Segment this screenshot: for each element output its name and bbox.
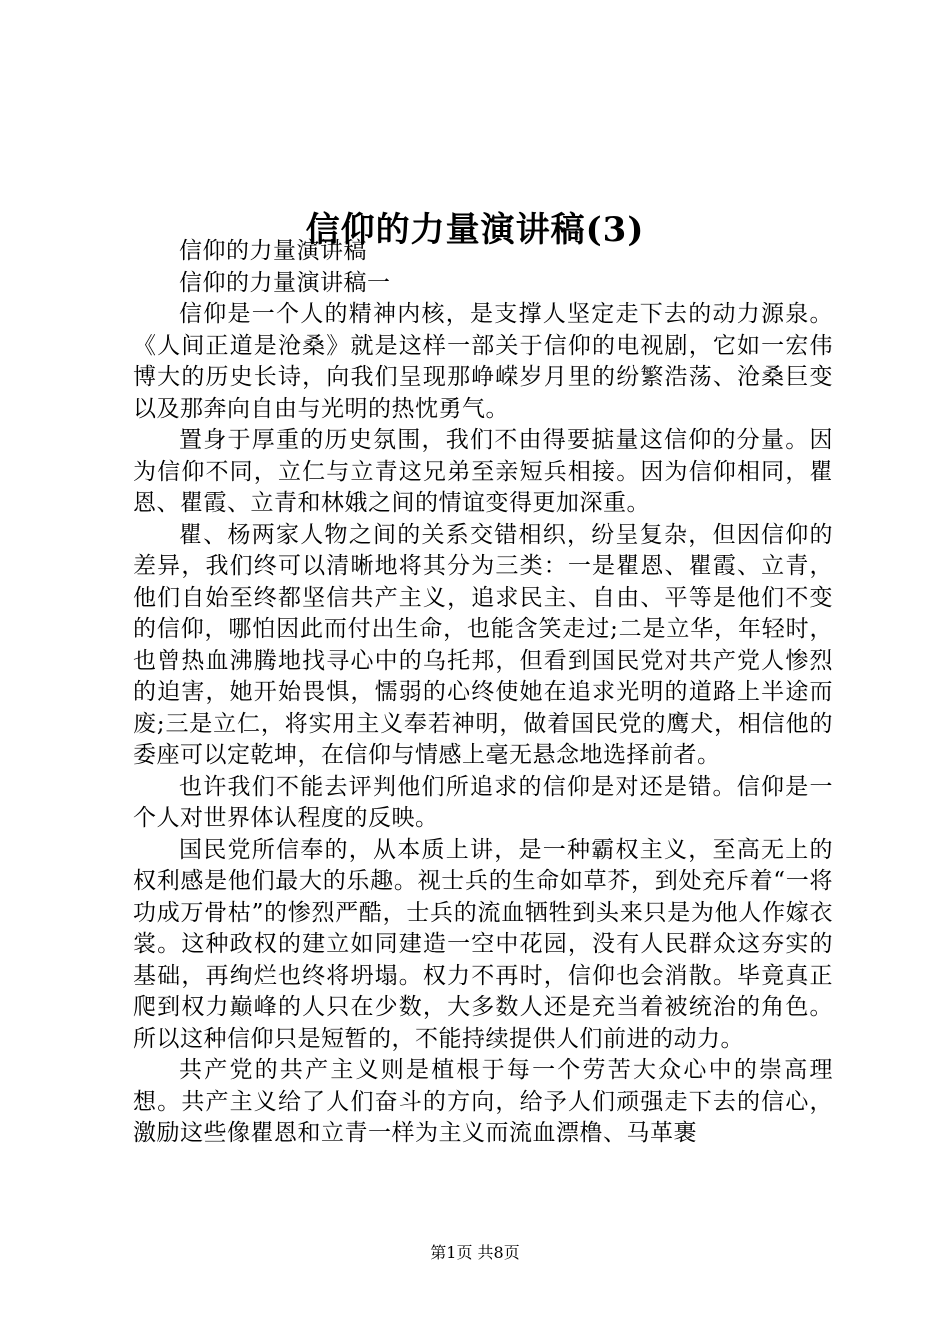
paragraph: 置身于厚重的历史氛围，我们不由得要掂量这信仰的分量。因为信仰不同，立仁与立青这兄弟至亲短兵相接。因为信仰相同，瞿恩、瞿霞、立青和林娥之间的情谊变得更加深重。 — [133, 427, 833, 516]
paragraph-heading: 信仰的力量演讲稿 — [179, 238, 367, 264]
paragraph: 国民党所信奉的，从本质上讲，是一种霸权主义，至高无上的权利感是他们最大的乐趣。视士兵的生命如草芥，到处充斥着“一将功成万骨枯”的惨烈严酷，士兵的流血牺牲到头来只是为他人作嫁衣裳。这种政权的建立如同建造一空中花园，没有人民群众这夯实的基础，再绚烂也终将坍塌。权力不再时，信仰也会消散。毕竟真正爬到权力巅峰的人只在少数，大多数人还是充当着被统治的角色。所以这种信仰只是短暂的，不能持续提供人们前进的动力。 — [133, 836, 833, 1052]
paragraph: 共产党的共产主义则是植根于每一个劳苦大众心中的崇高理想。共产主义给了人们奋斗的方向，给予人们顽强走下去的信心，激励这些像瞿恩和立青一样为主义而流血漂橹、马革裹 — [133, 1057, 833, 1146]
document-title: 信仰的力量演讲稿(3) — [305, 209, 645, 250]
paragraph: 也许我们不能去评判他们所追求的信仰是对还是错。信仰是一个人对世界体认程度的反映。 — [133, 773, 833, 831]
paragraph: 瞿、杨两家人物之间的关系交错相织，纷呈复杂，但因信仰的差异，我们终可以清晰地将其分为三类：一是瞿恩、瞿霞、立青，他们自始至终都坚信共产主义，追求民主、自由、平等是他们不变的信仰，哪怕因此而付出生命，也能含笑走过;二是立华，年轻时，也曾热血沸腾地找寻心中的乌托邦，但看到国民党对共产党人惨烈的迫害，她开始畏惧，懦弱的心终使她在追求光明的道路上半途而废;三是立仁，将实用主义奉若神明，做着国民党的鹰犬，相信他的委座可以定乾坤，在信仰与情感上毫无悬念地选择前者。 — [133, 521, 833, 768]
page-footer: 第1页 共8页 — [430, 1243, 520, 1262]
document-body — [133, 236, 833, 1150]
paragraph-subheading: 信仰的力量演讲稿一 — [179, 269, 391, 296]
paragraph: 信仰是一个人的精神内核，是支撑人坚定走下去的动力源泉。《人间正道是沧桑》就是这样一部关于信仰的电视剧，它如一宏伟博大的历史长诗，向我们呈现那峥嵘岁月里的纷繁浩荡、沧桑巨变以及那奔向自由与光明的热忱勇气。 — [133, 301, 833, 422]
